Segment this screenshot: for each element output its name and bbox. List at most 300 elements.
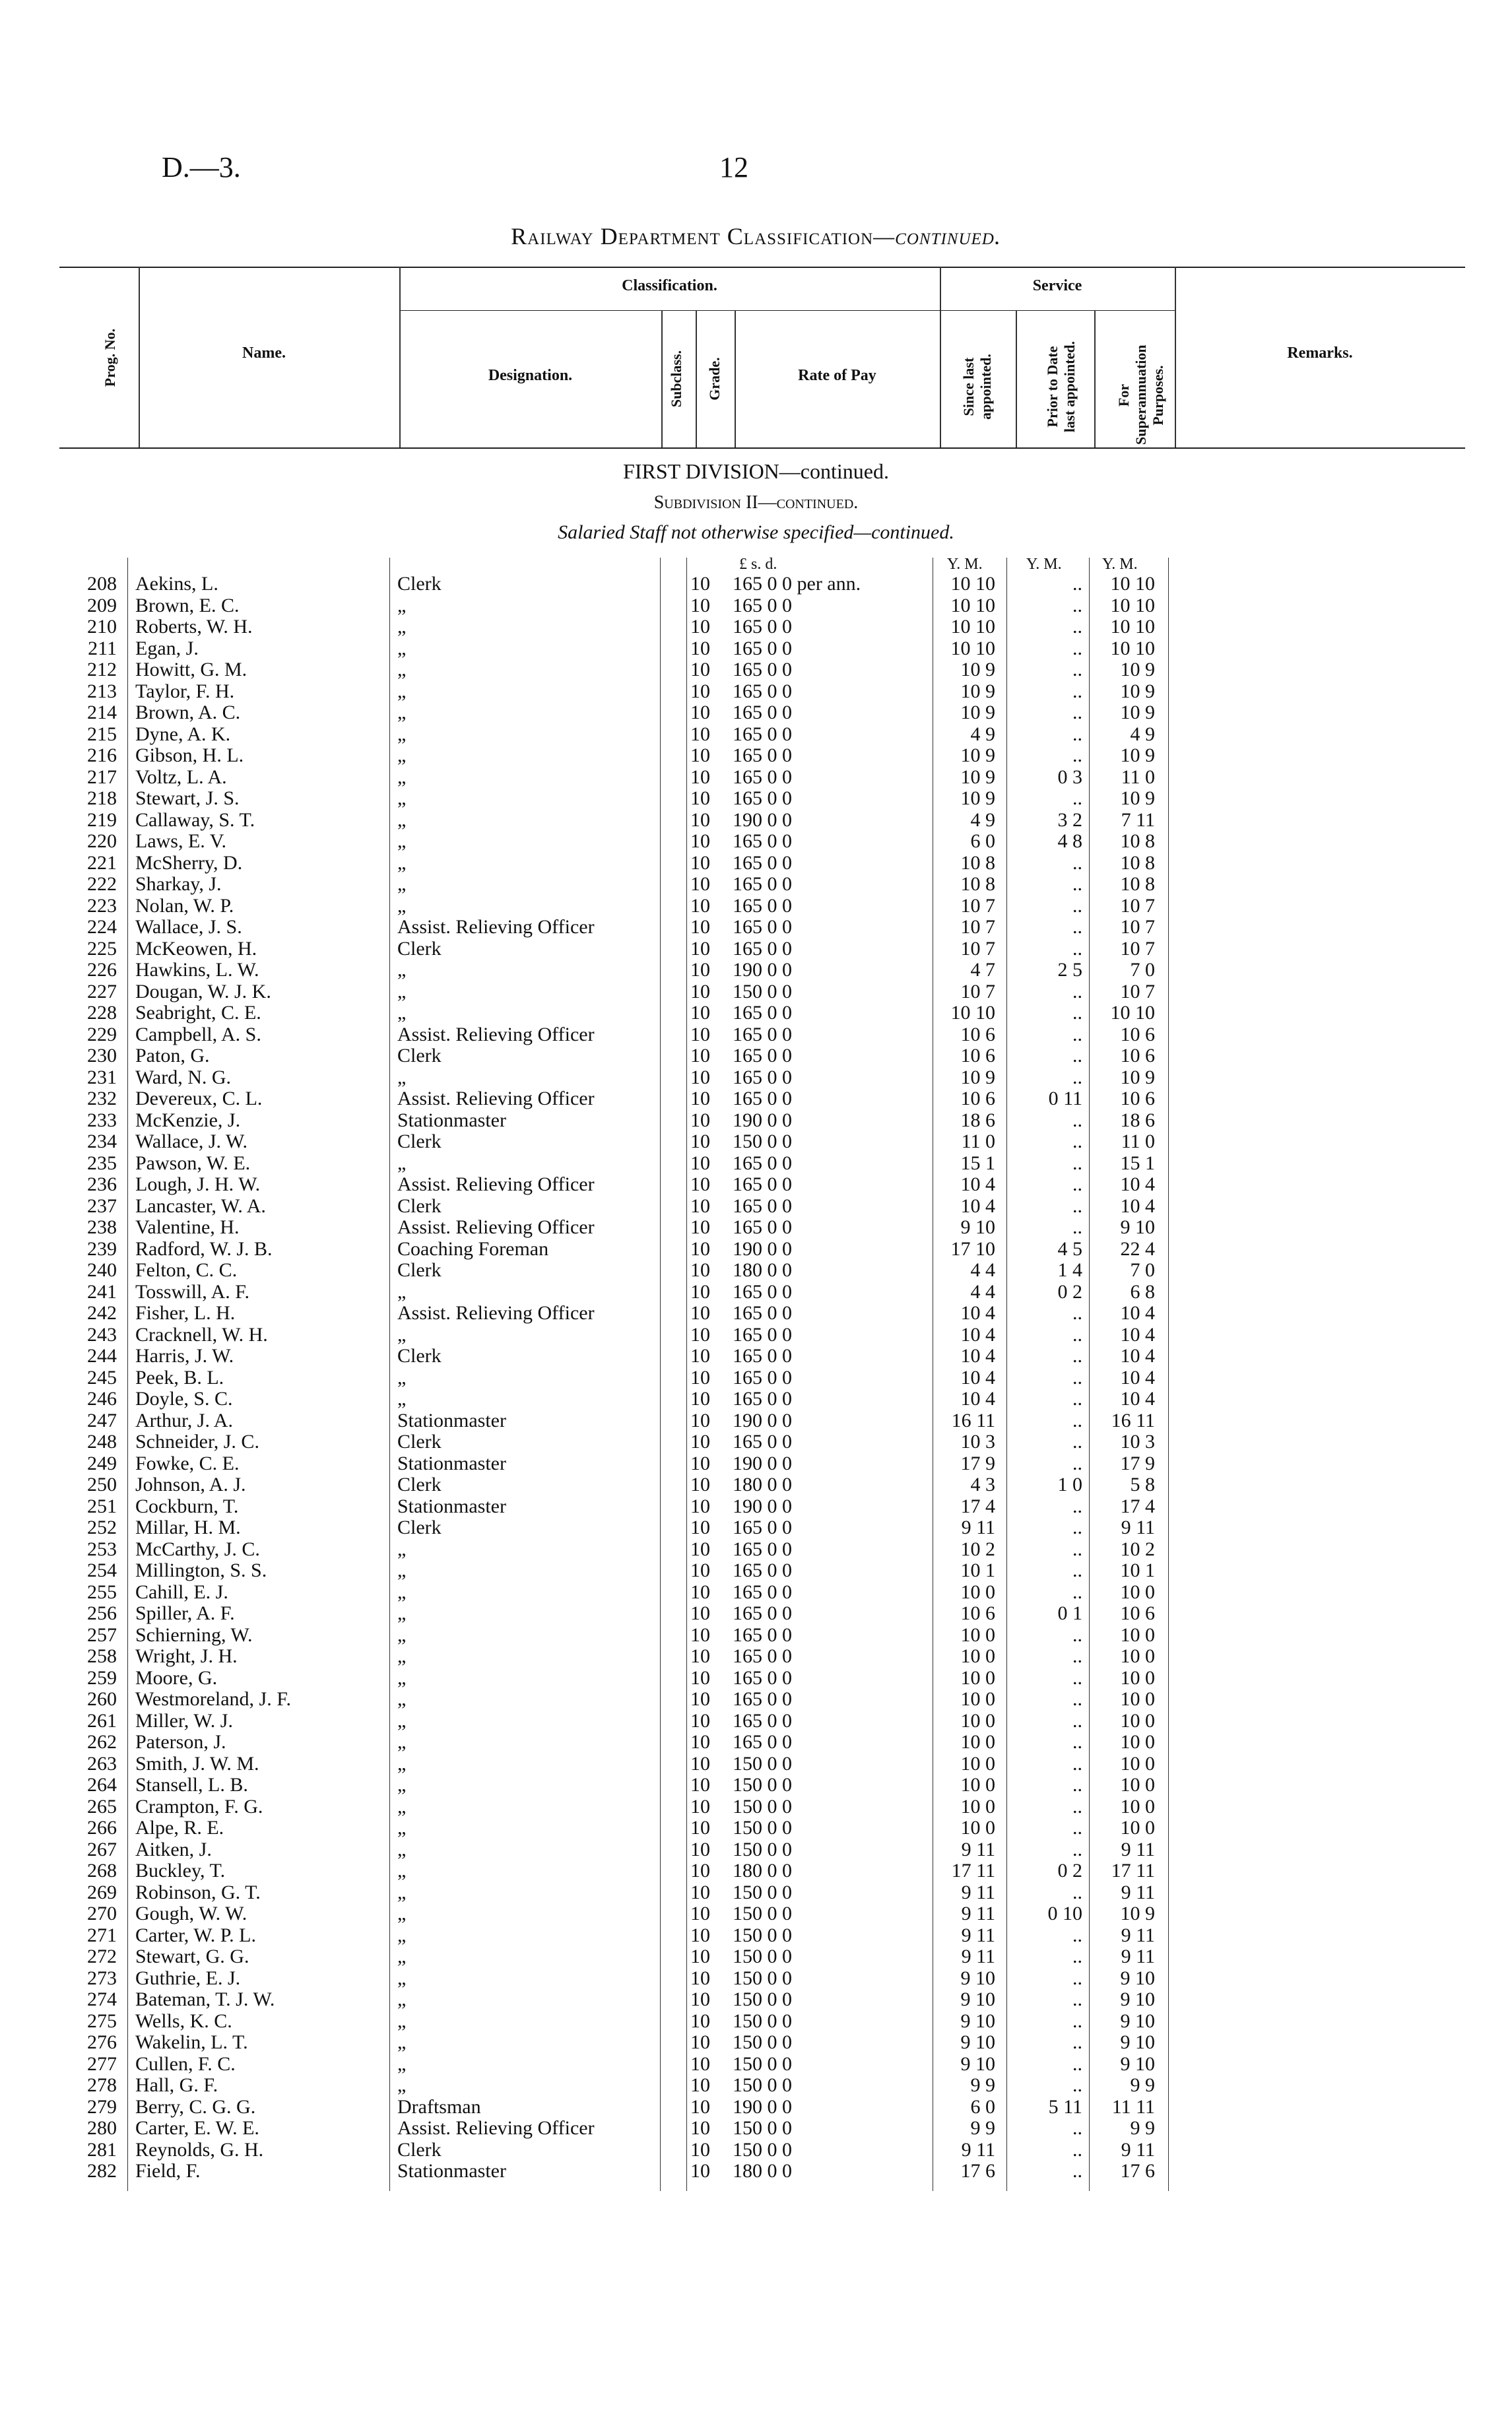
table-row	[0, 853, 1512, 874]
rate-of-pay: 150 0 0	[733, 1903, 792, 1924]
superannuation-service: 10 8	[1120, 873, 1155, 895]
staff-name: Nolan, W. P.	[135, 894, 234, 917]
staff-name: Devereux, C. L.	[135, 1088, 263, 1109]
staff-name: Hall, G. F.	[135, 2074, 218, 2096]
table-row	[0, 1088, 1512, 1110]
designation: „	[397, 1002, 407, 1024]
prior-to-date: ..	[1072, 787, 1082, 809]
table-row	[0, 2054, 1512, 2076]
since-last-appointed: 10 3	[960, 1431, 995, 1453]
table-row	[0, 1131, 1512, 1153]
table-row	[0, 2140, 1512, 2161]
prog-no: 241	[87, 1280, 117, 1303]
classification-header: Classification.	[622, 277, 717, 294]
since-last-appointed: 18 6	[960, 1109, 995, 1131]
since-last-appointed: 10 9	[960, 680, 995, 702]
prog-no: 256	[87, 1602, 117, 1624]
table-row	[0, 1818, 1512, 1839]
staff-name: Westmoreland, J. F.	[135, 1688, 291, 1710]
staff-name: Carter, W. P. L.	[135, 1924, 256, 1946]
prog-no: 215	[87, 723, 117, 745]
since-last-appointed: 10 0	[960, 1774, 995, 1796]
staff-name: Miller, W. J.	[135, 1709, 233, 1732]
rate-of-pay: 165 0 0	[733, 1323, 792, 1346]
designation: „	[397, 1538, 407, 1560]
designation: „	[397, 1559, 407, 1581]
table-row	[0, 1217, 1512, 1239]
since-last-appointed: 10 9	[960, 659, 995, 680]
table-row	[0, 767, 1512, 789]
since-last-appointed: 10 6	[960, 1023, 995, 1045]
prog-no: 269	[87, 1881, 117, 1903]
rate-of-pay: 165 0 0	[733, 1666, 792, 1689]
staff-name: Ward, N. G.	[135, 1066, 232, 1088]
table-row	[0, 788, 1512, 810]
staff-name: Bateman, T. J. W.	[135, 1988, 275, 2010]
staff-name: Laws, E. V.	[135, 830, 227, 852]
superannuation-service: 10 0	[1120, 1666, 1155, 1689]
superannuation-service: 10 0	[1120, 1795, 1155, 1818]
staff-name: Buckley, T.	[135, 1860, 226, 1882]
prior-to-date: ..	[1072, 1130, 1082, 1152]
staff-name: Paterson, J.	[135, 1731, 226, 1753]
prog-no: 247	[87, 1409, 117, 1431]
superannuation-service: 17 11	[1111, 1860, 1155, 1882]
superannuation-service: 10 0	[1120, 1752, 1155, 1775]
superannuation-service: 10 10	[1110, 637, 1155, 659]
prior-to-date: 4 8	[1057, 830, 1082, 852]
since-last-appointed: 9 10	[960, 1216, 995, 1238]
since-last-appointed: 9 11	[961, 1838, 995, 1860]
col-prog-header: Prog. No.	[102, 328, 118, 387]
table-row	[0, 1153, 1512, 1175]
designation: „	[397, 1666, 407, 1689]
designation: „	[397, 1817, 407, 1839]
prior-to-date: ..	[1072, 1838, 1082, 1860]
since-last-appointed: 4 7	[970, 959, 995, 981]
superannuation-service: 10 0	[1120, 1645, 1155, 1667]
staff-name: Carter, E. W. E.	[135, 2117, 259, 2139]
prog-no: 222	[87, 873, 117, 895]
title-suffix: —continued.	[873, 223, 1001, 249]
staff-name: Cockburn, T.	[135, 1495, 239, 1517]
table-row	[0, 1067, 1512, 1089]
staff-name: Hawkins, L. W.	[135, 959, 259, 981]
staff-name: McKeowen, H.	[135, 937, 257, 960]
prog-no: 225	[87, 937, 117, 960]
table-row	[0, 1689, 1512, 1711]
designation: Clerk	[397, 1517, 442, 1538]
designation: Assist. Relieving Officer	[397, 1302, 595, 1324]
rate-of-pay: 165 0 0	[733, 873, 792, 895]
prior-to-date: ..	[1072, 937, 1082, 960]
rate-of-pay: 165 0 0	[733, 702, 792, 723]
since-last-appointed: 10 2	[960, 1538, 995, 1560]
since-last-appointed: 10 0	[960, 1731, 995, 1753]
prog-no: 229	[87, 1023, 117, 1045]
designation: „	[397, 702, 407, 723]
designation: „	[397, 1903, 407, 1924]
grade: 10	[690, 1988, 710, 2010]
table-row	[0, 1989, 1512, 2011]
table-row	[0, 874, 1512, 896]
prior-to-date: ..	[1072, 980, 1082, 1002]
grade: 10	[690, 1088, 710, 1109]
table-row	[0, 1903, 1512, 1925]
rate-of-pay: 180 0 0	[733, 2160, 792, 2182]
since-last-appointed: 4 9	[970, 808, 995, 831]
since-last-appointed: 10 4	[960, 1173, 995, 1195]
prog-no: 277	[87, 2052, 117, 2075]
prior-to-date: ..	[1072, 1345, 1082, 1367]
designation: „	[397, 1388, 407, 1410]
rate-of-pay: 165 0 0	[733, 1216, 792, 1238]
table-row	[0, 1625, 1512, 1647]
table-row	[0, 1732, 1512, 1753]
prior-to-date: 0 2	[1057, 1860, 1082, 1882]
rate-of-pay: 165 0 0	[733, 616, 792, 638]
superannuation-service: 10 6	[1120, 1045, 1155, 1066]
prog-no: 250	[87, 1474, 117, 1495]
staff-name: Egan, J.	[135, 637, 199, 659]
staff-name: Cahill, E. J.	[135, 1581, 228, 1603]
superannuation-service: 10 6	[1120, 1602, 1155, 1624]
prog-no: 228	[87, 1002, 117, 1024]
prior-to-date: ..	[1072, 1152, 1082, 1174]
prog-no: 262	[87, 1731, 117, 1753]
since-last-appointed: 6 0	[970, 2095, 995, 2118]
staff-name: Berry, C. G. G.	[135, 2095, 256, 2118]
designation: Clerk	[397, 1045, 442, 1066]
superannuation-service: 10 10	[1110, 616, 1155, 638]
superannuation-service: 9 10	[1120, 2010, 1155, 2032]
rate-of-pay: 150 0 0	[733, 1795, 792, 1818]
designation: „	[397, 2010, 407, 2032]
prog-no: 272	[87, 1946, 117, 1967]
since-last-appointed: 10 7	[960, 937, 995, 960]
table-row	[0, 745, 1512, 767]
since-last-appointed: 10 8	[960, 851, 995, 874]
rate-of-pay: 190 0 0	[733, 808, 792, 831]
since-last-appointed: 10 4	[960, 1302, 995, 1324]
designation: „	[397, 1924, 407, 1946]
staff-name: Smith, J. W. M.	[135, 1752, 259, 1775]
prog-no: 208	[87, 573, 117, 595]
col-rate-header: Rate of Pay	[798, 367, 876, 384]
staff-name: Schierning, W.	[135, 1623, 253, 1646]
designation: „	[397, 1152, 407, 1174]
rate-of-pay: 165 0 0	[733, 1538, 792, 1560]
since-last-appointed: 9 10	[960, 1967, 995, 1989]
rate-of-pay: 150 0 0	[733, 1924, 792, 1946]
rate-of-pay: 165 0 0	[733, 1345, 792, 1367]
prog-no: 281	[87, 2138, 117, 2161]
prior-to-date: ..	[1072, 1323, 1082, 1346]
prog-no: 263	[87, 1752, 117, 1775]
prog-no: 237	[87, 1195, 117, 1217]
prior-to-date: ..	[1072, 1581, 1082, 1603]
grade: 10	[690, 1709, 710, 1732]
grade: 10	[690, 637, 710, 659]
rate-of-pay: 150 0 0	[733, 2052, 792, 2075]
staff-name: Howitt, G. M.	[135, 659, 247, 680]
rate-of-pay: 165 0 0	[733, 766, 792, 788]
since-last-appointed: 6 0	[970, 830, 995, 852]
since-last-appointed: 4 4	[970, 1259, 995, 1281]
since-last-appointed: 9 9	[970, 2074, 995, 2096]
prog-no: 252	[87, 1517, 117, 1538]
prior-to-date: ..	[1072, 851, 1082, 874]
since-last-appointed: 4 4	[970, 1280, 995, 1303]
designation: „	[397, 1946, 407, 1967]
staff-name: Felton, C. C.	[135, 1259, 238, 1281]
table-row	[0, 1946, 1512, 1968]
table-row	[0, 1002, 1512, 1024]
grade: 10	[690, 1581, 710, 1603]
rate-of-pay: 165 0 0	[733, 1731, 792, 1753]
superannuation-service: 10 9	[1120, 787, 1155, 809]
rate-of-pay: 165 0 0	[733, 594, 792, 616]
staff-name: Callaway, S. T.	[135, 808, 255, 831]
grade: 10	[690, 1881, 710, 1903]
since-last-appointed: 9 11	[961, 1517, 995, 1538]
staff-name: Cullen, F. C.	[135, 2052, 236, 2075]
rate-of-pay: 165 0 0	[733, 1066, 792, 1088]
designation: „	[397, 637, 407, 659]
grade: 10	[690, 744, 710, 766]
designation: Assist. Relieving Officer	[397, 916, 595, 938]
prior-to-date: ..	[1072, 916, 1082, 938]
grade: 10	[690, 1946, 710, 1967]
superannuation-service: 11 0	[1121, 766, 1155, 788]
pay-units: £ s. d.	[739, 556, 777, 573]
prior-to-date: ..	[1072, 744, 1082, 766]
superannuation-service: 9 11	[1121, 1946, 1155, 1967]
designation: Clerk	[397, 1130, 442, 1152]
prog-no: 253	[87, 1538, 117, 1560]
superannuation-service: 9 11	[1121, 1838, 1155, 1860]
superannuation-service: 10 8	[1120, 851, 1155, 874]
rate-of-pay: 165 0 0	[733, 637, 792, 659]
prog-no: 246	[87, 1388, 117, 1410]
grade: 10	[690, 680, 710, 702]
designation: „	[397, 1066, 407, 1088]
staff-name: Wallace, J. W.	[135, 1130, 248, 1152]
rate-of-pay: 165 0 0	[733, 1688, 792, 1710]
since-last-appointed: 10 1	[960, 1559, 995, 1581]
staff-name: Harris, J. W.	[135, 1345, 234, 1367]
prior-to-date: ..	[1072, 2160, 1082, 2182]
prog-no: 211	[88, 637, 117, 659]
prog-no: 273	[87, 1967, 117, 1989]
rate-of-pay: 150 0 0	[733, 1838, 792, 1860]
since-last-appointed: 10 0	[960, 1709, 995, 1732]
grade: 10	[690, 851, 710, 874]
prior-to-date: ..	[1072, 2117, 1082, 2139]
table-row	[0, 938, 1512, 960]
rate-of-pay: 190 0 0	[733, 1495, 792, 1517]
superannuation-service: 10 2	[1120, 1538, 1155, 1560]
header-top-rule	[59, 267, 1465, 268]
rate-of-pay: 165 0 0	[733, 1559, 792, 1581]
prog-no: 279	[87, 2095, 117, 2118]
since-last-appointed: 10 8	[960, 873, 995, 895]
grade: 10	[690, 2052, 710, 2075]
grade: 10	[690, 1666, 710, 1689]
grade: 10	[690, 980, 710, 1002]
prog-no: 209	[87, 594, 117, 616]
superannuation-service: 9 9	[1130, 2117, 1155, 2139]
staff-name: Seabright, C. E.	[135, 1002, 261, 1024]
superannuation-service: 10 6	[1120, 1088, 1155, 1109]
col-rule	[1094, 310, 1096, 447]
superannuation-service: 16 11	[1111, 1409, 1155, 1431]
superannuation-service: 10 0	[1120, 1817, 1155, 1839]
rate-of-pay: 165 0 0	[733, 1302, 792, 1324]
grade: 10	[690, 2117, 710, 2139]
prog-no: 232	[87, 1088, 117, 1109]
table-row	[0, 1474, 1512, 1496]
superannuation-service: 10 9	[1120, 1903, 1155, 1924]
rate-of-pay: 190 0 0	[733, 1109, 792, 1131]
since-last-appointed: 10 0	[960, 1752, 995, 1775]
superannuation-service: 10 4	[1120, 1195, 1155, 1217]
prog-no: 267	[87, 1838, 117, 1860]
grade: 10	[690, 1259, 710, 1281]
col-designation-header: Designation.	[488, 367, 573, 384]
designation: Clerk	[397, 2138, 442, 2161]
col-super-header: For Superannuation Purposes.	[1115, 344, 1166, 445]
grade: 10	[690, 723, 710, 745]
superannuation-service: 10 6	[1120, 1023, 1155, 1045]
rate-of-pay: 165 0 0	[733, 1173, 792, 1195]
designation: „	[397, 1752, 407, 1775]
prog-no: 268	[87, 1860, 117, 1882]
table-row	[0, 2161, 1512, 2182]
grade: 10	[690, 1173, 710, 1195]
rate-of-pay: 165 0 0	[733, 787, 792, 809]
staff-name: Gough, W. W.	[135, 1903, 247, 1924]
superannuation-service: 5 8	[1130, 1474, 1155, 1495]
prog-no: 224	[87, 916, 117, 938]
since-last-appointed: 10 0	[960, 1666, 995, 1689]
superannuation-service: 10 9	[1120, 744, 1155, 766]
staff-name: Brown, E. C.	[135, 594, 240, 616]
rate-of-pay: 150 0 0	[733, 1946, 792, 1967]
since-last-appointed: 10 9	[960, 744, 995, 766]
table-row	[0, 1539, 1512, 1561]
superannuation-service: 10 0	[1120, 1774, 1155, 1796]
staff-name: Moore, G.	[135, 1666, 218, 1689]
superannuation-service: 10 7	[1120, 937, 1155, 960]
prior-to-date: ..	[1072, 2031, 1082, 2053]
table-row	[0, 1024, 1512, 1046]
subdivision-heading: Subdivision II—continued.	[653, 492, 859, 513]
grade: 10	[690, 1645, 710, 1667]
superannuation-service: 10 0	[1120, 1623, 1155, 1646]
grade: 10	[690, 1860, 710, 1882]
staff-name: Cracknell, W. H.	[135, 1323, 268, 1346]
prog-no: 217	[87, 766, 117, 788]
prior-to-date: ..	[1072, 1431, 1082, 1453]
grade: 10	[690, 1538, 710, 1560]
superannuation-service: 15 1	[1120, 1152, 1155, 1174]
rate-of-pay: 165 0 0	[733, 1709, 792, 1732]
prog-no: 260	[87, 1688, 117, 1710]
since-last-appointed: 10 9	[960, 702, 995, 723]
since-last-appointed: 10 9	[960, 1066, 995, 1088]
designation: „	[397, 766, 407, 788]
superannuation-service: 17 9	[1120, 1452, 1155, 1474]
prior-to-date: ..	[1072, 2138, 1082, 2161]
superannuation-service: 6 8	[1130, 1280, 1155, 1303]
prior-to-date: 1 0	[1057, 1474, 1082, 1495]
rate-of-pay: 150 0 0	[733, 1752, 792, 1775]
prog-no: 254	[87, 1559, 117, 1581]
prog-no: 230	[87, 1045, 117, 1066]
rate-of-pay: 150 0 0	[733, 1774, 792, 1796]
superannuation-service: 9 11	[1121, 1924, 1155, 1946]
designation: „	[397, 1602, 407, 1624]
prior-to-date: ..	[1072, 1023, 1082, 1045]
staff-name: Reynolds, G. H.	[135, 2138, 264, 2161]
staff-name: Spiller, A. F.	[135, 1602, 235, 1624]
since-last-appointed: 9 11	[961, 1903, 995, 1924]
designation: „	[397, 1967, 407, 1989]
header-bottom-rule	[59, 447, 1465, 449]
prog-no: 255	[87, 1581, 117, 1603]
grade: 10	[690, 1388, 710, 1410]
prior-to-date: ..	[1072, 659, 1082, 680]
prior-to-date: ..	[1072, 1688, 1082, 1710]
rate-of-pay: 165 0 0	[733, 916, 792, 938]
rate-of-pay: 165 0 0	[733, 659, 792, 680]
grade: 10	[690, 1559, 710, 1581]
since-last-appointed: 10 4	[960, 1323, 995, 1346]
since-last-appointed: 9 10	[960, 2010, 995, 2032]
superannuation-service: 10 7	[1120, 894, 1155, 917]
prog-no: 282	[87, 2160, 117, 2182]
since-last-appointed: 10 0	[960, 1795, 995, 1818]
staff-name: Lough, J. H. W.	[135, 1173, 261, 1195]
since-last-appointed: 9 9	[970, 2117, 995, 2139]
rate-of-pay: 165 0 0	[733, 1045, 792, 1066]
staff-name: Dougan, W. J. K.	[135, 980, 271, 1002]
prog-no: 276	[87, 2031, 117, 2053]
prior-to-date: 0 11	[1048, 1088, 1082, 1109]
superannuation-service: 10 0	[1120, 1581, 1155, 1603]
prior-to-date: ..	[1072, 1109, 1082, 1131]
designation: „	[397, 2074, 407, 2096]
designation: „	[397, 1623, 407, 1646]
rate-of-pay: 165 0 0	[733, 937, 792, 960]
table-row	[0, 1174, 1512, 1196]
superannuation-service: 10 9	[1120, 702, 1155, 723]
prior-to-date: ..	[1072, 723, 1082, 745]
staff-name: Aekins, L.	[135, 573, 218, 595]
prior-to-date: ..	[1072, 1173, 1082, 1195]
designation: „	[397, 980, 407, 1002]
superannuation-service: 7 11	[1121, 808, 1155, 831]
col-rule	[1016, 310, 1017, 447]
prior-to-date: ..	[1072, 1623, 1082, 1646]
document-reference: D.—3.	[162, 151, 241, 183]
table-row	[0, 2097, 1512, 2118]
since-units: Y. M.	[947, 556, 983, 573]
division-heading: FIRST DIVISION—continued.	[623, 459, 889, 483]
table-row	[0, 1839, 1512, 1861]
prog-no: 242	[87, 1302, 117, 1324]
